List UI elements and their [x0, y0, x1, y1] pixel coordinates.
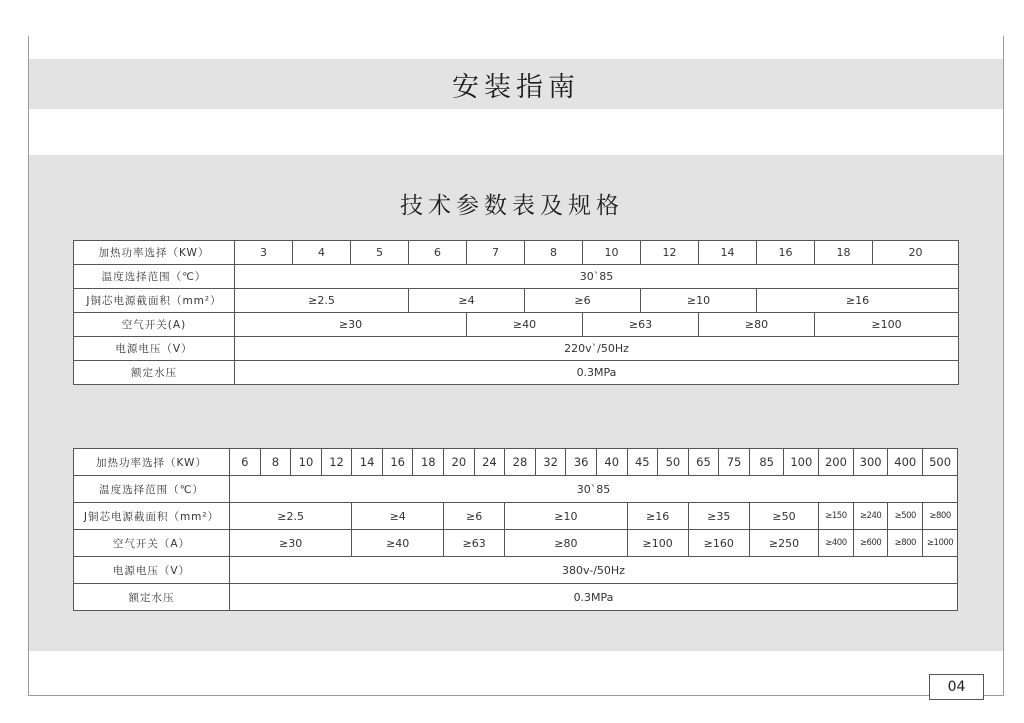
power-row	[74, 449, 958, 476]
power-cell: 3	[235, 241, 293, 265]
voltage-value: 220v`/50Hz	[235, 337, 959, 361]
power-cell: 100	[784, 449, 819, 476]
section-title: 技术参数表及规格	[400, 193, 624, 219]
power-cell: 8	[525, 241, 583, 265]
voltage-label: 电源电压（V）	[74, 337, 235, 361]
cable-label: J铜芯电源截面积（mm²）	[74, 503, 230, 530]
cable-row	[74, 503, 958, 530]
voltage-row	[74, 337, 959, 361]
cable-cell: ≥800	[923, 503, 958, 530]
temp-label: 温度选择范围（℃）	[74, 265, 235, 289]
power-cell: 20	[444, 449, 475, 476]
power-cell: 20	[873, 241, 959, 265]
breaker-label: 空气开关(A)	[74, 313, 235, 337]
spec-table-220v	[73, 240, 959, 385]
breaker-cell: ≥800	[888, 530, 923, 557]
cable-cell: ≥10	[641, 289, 757, 313]
breaker-cell: ≥100	[815, 313, 959, 337]
power-row	[74, 241, 959, 265]
temp-label: 温度选择范围（℃）	[74, 476, 230, 503]
power-cell: 10	[291, 449, 322, 476]
power-cell: 28	[505, 449, 536, 476]
breaker-cell: ≥80	[699, 313, 815, 337]
cable-cell: ≥6	[525, 289, 641, 313]
breaker-cell: ≥63	[583, 313, 699, 337]
cable-cell: ≥4	[352, 503, 444, 530]
power-cell: 12	[321, 449, 352, 476]
power-cell: 14	[352, 449, 383, 476]
power-cell: 75	[719, 449, 750, 476]
cable-cell: ≥150	[819, 503, 854, 530]
cable-cell: ≥6	[444, 503, 505, 530]
power-cell: 32	[535, 449, 566, 476]
breaker-cell: ≥80	[505, 530, 627, 557]
pressure-label: 额定水压	[74, 584, 230, 611]
cable-cell: ≥35	[688, 503, 749, 530]
power-cell: 16	[757, 241, 815, 265]
breaker-row	[74, 313, 959, 337]
power-cell: 7	[467, 241, 525, 265]
power-cell: 18	[413, 449, 444, 476]
power-cell: 300	[853, 449, 888, 476]
pressure-value: 0.3MPa	[230, 584, 958, 611]
power-cell: 14	[699, 241, 757, 265]
cable-cell: ≥10	[505, 503, 627, 530]
power-label: 加热功率选择（KW）	[74, 241, 235, 265]
power-cell: 36	[566, 449, 597, 476]
power-cell: 45	[627, 449, 658, 476]
voltage-row	[74, 557, 958, 584]
breaker-cell: ≥400	[819, 530, 854, 557]
cable-cell: ≥4	[409, 289, 525, 313]
breaker-cell: ≥40	[352, 530, 444, 557]
power-cell: 40	[596, 449, 627, 476]
power-cell: 5	[351, 241, 409, 265]
pressure-row	[74, 361, 959, 385]
power-cell: 8	[260, 449, 291, 476]
power-cell: 18	[815, 241, 873, 265]
cable-cell: ≥2.5	[230, 503, 352, 530]
cable-cell: ≥16	[757, 289, 959, 313]
title-band	[29, 59, 1003, 109]
breaker-label: 空气开关（A）	[74, 530, 230, 557]
cable-label: J铜芯电源截面积（mm²）	[74, 289, 235, 313]
breaker-cell: ≥1000	[923, 530, 958, 557]
power-cell: 12	[641, 241, 699, 265]
power-cell: 6	[230, 449, 261, 476]
spec-table-380v	[73, 448, 958, 611]
power-cell: 85	[749, 449, 784, 476]
power-label: 加热功率选择（KW）	[74, 449, 230, 476]
cable-cell: ≥500	[888, 503, 923, 530]
breaker-cell: ≥63	[444, 530, 505, 557]
temp-value: 30`85	[230, 476, 958, 503]
power-cell: 24	[474, 449, 505, 476]
breaker-cell: ≥30	[235, 313, 467, 337]
cable-cell: ≥16	[627, 503, 688, 530]
breaker-row	[74, 530, 958, 557]
breaker-cell: ≥100	[627, 530, 688, 557]
breaker-cell: ≥600	[853, 530, 888, 557]
temp-value: 30`85	[235, 265, 959, 289]
temp-row	[74, 265, 959, 289]
power-cell: 16	[382, 449, 413, 476]
temp-row	[74, 476, 958, 503]
pressure-value: 0.3MPa	[235, 361, 959, 385]
power-cell: 500	[923, 449, 958, 476]
voltage-label: 电源电压（V）	[74, 557, 230, 584]
cable-cell: ≥50	[749, 503, 818, 530]
cable-cell: ≥2.5	[235, 289, 409, 313]
page-title: 安装指南	[452, 71, 580, 103]
pressure-label: 额定水压	[74, 361, 235, 385]
power-cell: 50	[658, 449, 689, 476]
breaker-cell: ≥40	[467, 313, 583, 337]
power-cell: 6	[409, 241, 467, 265]
breaker-cell: ≥250	[749, 530, 818, 557]
cable-cell: ≥240	[853, 503, 888, 530]
power-cell: 400	[888, 449, 923, 476]
cable-row	[74, 289, 959, 313]
pressure-row	[74, 584, 958, 611]
voltage-value: 380v-/50Hz	[230, 557, 958, 584]
breaker-cell: ≥160	[688, 530, 749, 557]
page-number: 04	[929, 674, 984, 700]
power-cell: 4	[293, 241, 351, 265]
power-cell: 65	[688, 449, 719, 476]
power-cell: 10	[583, 241, 641, 265]
power-cell: 200	[819, 449, 854, 476]
breaker-cell: ≥30	[230, 530, 352, 557]
